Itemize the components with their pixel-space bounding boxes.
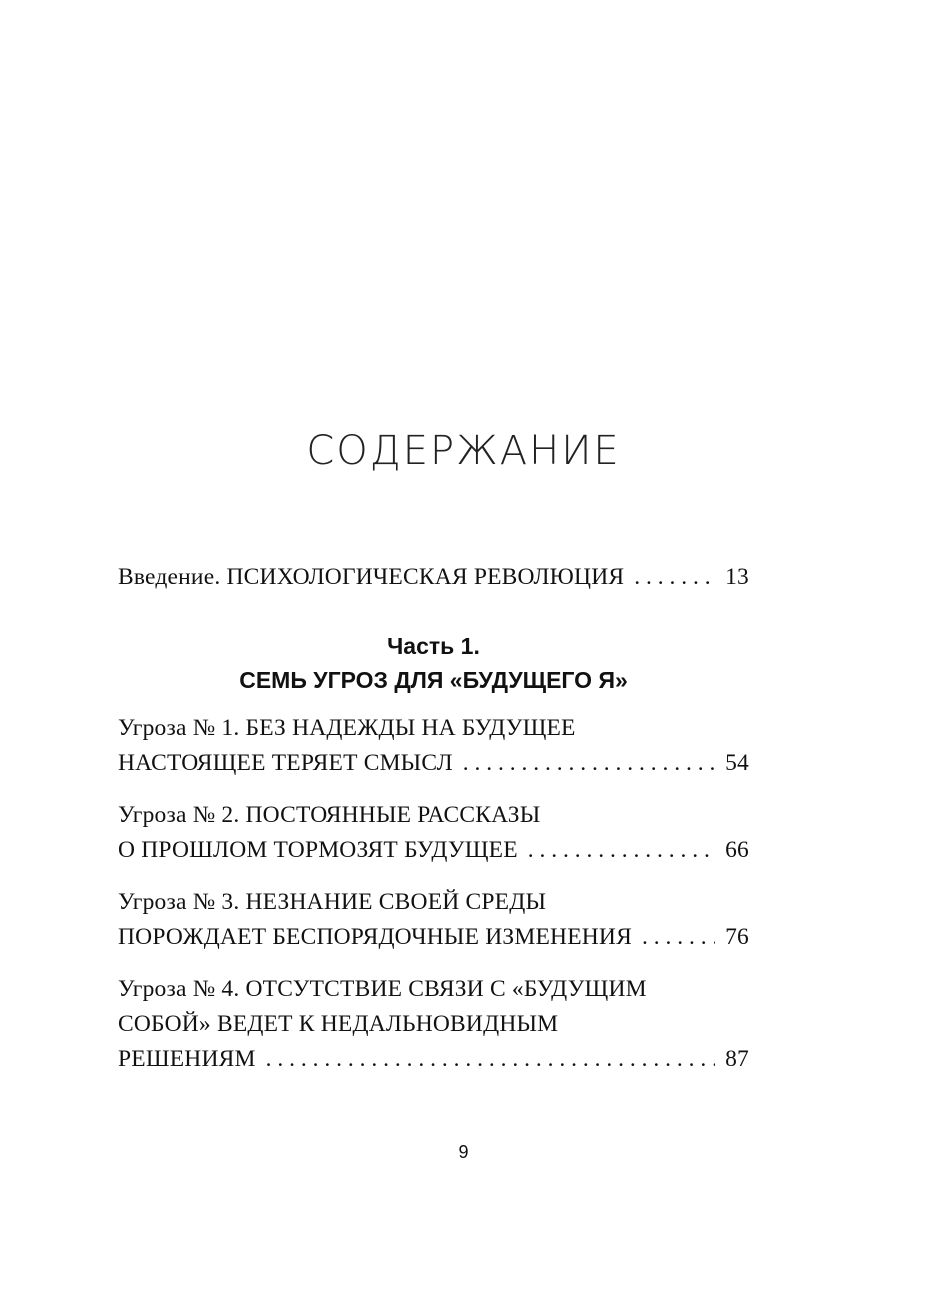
toc-entry-text: ПОРОЖДАЕТ БЕСПОРЯДОЧНЫЕ ИЗМЕНЕНИЯ bbox=[118, 924, 632, 950]
dot-leader bbox=[463, 746, 715, 781]
toc-entry-threat-4 bbox=[118, 972, 749, 1077]
toc-page-number: 87 bbox=[725, 1046, 749, 1072]
toc-entry-text: РЕШЕНИЯМ bbox=[118, 1046, 256, 1072]
toc-entry-threat-3 bbox=[118, 885, 749, 955]
page-title: СОДЕРЖАНИЕ bbox=[306, 428, 621, 474]
toc-entry-text: Введение. ПСИХОЛОГИЧЕСКАЯ РЕВОЛЮЦИЯ bbox=[118, 564, 625, 590]
toc-line bbox=[118, 1042, 749, 1077]
table-of-contents bbox=[118, 560, 749, 1077]
toc-page-number: 76 bbox=[725, 924, 749, 950]
toc-line: Угроза № 1. БЕЗ НАДЕЖДЫ НА БУДУЩЕЕ bbox=[118, 715, 576, 741]
toc-line bbox=[118, 560, 749, 595]
toc-entry-threat-2 bbox=[118, 798, 749, 868]
toc-line bbox=[118, 746, 749, 781]
toc-page-number: 54 bbox=[725, 750, 749, 776]
toc-entry-text: НАСТОЯЩЕЕ ТЕРЯЕТ СМЫСЛ bbox=[118, 750, 453, 776]
page-number: 9 bbox=[458, 1142, 469, 1162]
toc-line: СОБОЙ» ВЕДЕТ К НЕДАЛЬНОВИДНЫМ bbox=[118, 1011, 559, 1037]
dot-leader bbox=[528, 833, 715, 868]
toc-line bbox=[118, 833, 749, 868]
toc-line: Угроза № 2. ПОСТОЯННЫЕ РАССКАЗЫ bbox=[118, 802, 541, 828]
toc-line: Угроза № 3. НЕЗНАНИЕ СВОЕЙ СРЕДЫ bbox=[118, 889, 547, 915]
toc-entry-text: О ПРОШЛОМ ТОРМОЗЯТ БУДУЩЕЕ bbox=[118, 837, 518, 863]
toc-entry-intro bbox=[118, 560, 749, 595]
toc-page-number: 66 bbox=[725, 837, 749, 863]
dot-leader bbox=[642, 920, 715, 955]
dot-leader bbox=[634, 560, 715, 595]
toc-line bbox=[118, 920, 749, 955]
toc-page-number: 13 bbox=[725, 564, 749, 590]
part-heading bbox=[118, 629, 749, 697]
toc-entry-threat-1 bbox=[118, 711, 749, 781]
part-title: СЕМЬ УГРОЗ ДЛЯ «БУДУЩЕГО Я» bbox=[239, 667, 628, 693]
toc-line: Угроза № 4. ОТСУТСТВИЕ СВЯЗИ С «БУДУЩИМ bbox=[118, 976, 647, 1002]
part-number: Часть 1. bbox=[387, 633, 480, 659]
dot-leader bbox=[266, 1042, 715, 1077]
